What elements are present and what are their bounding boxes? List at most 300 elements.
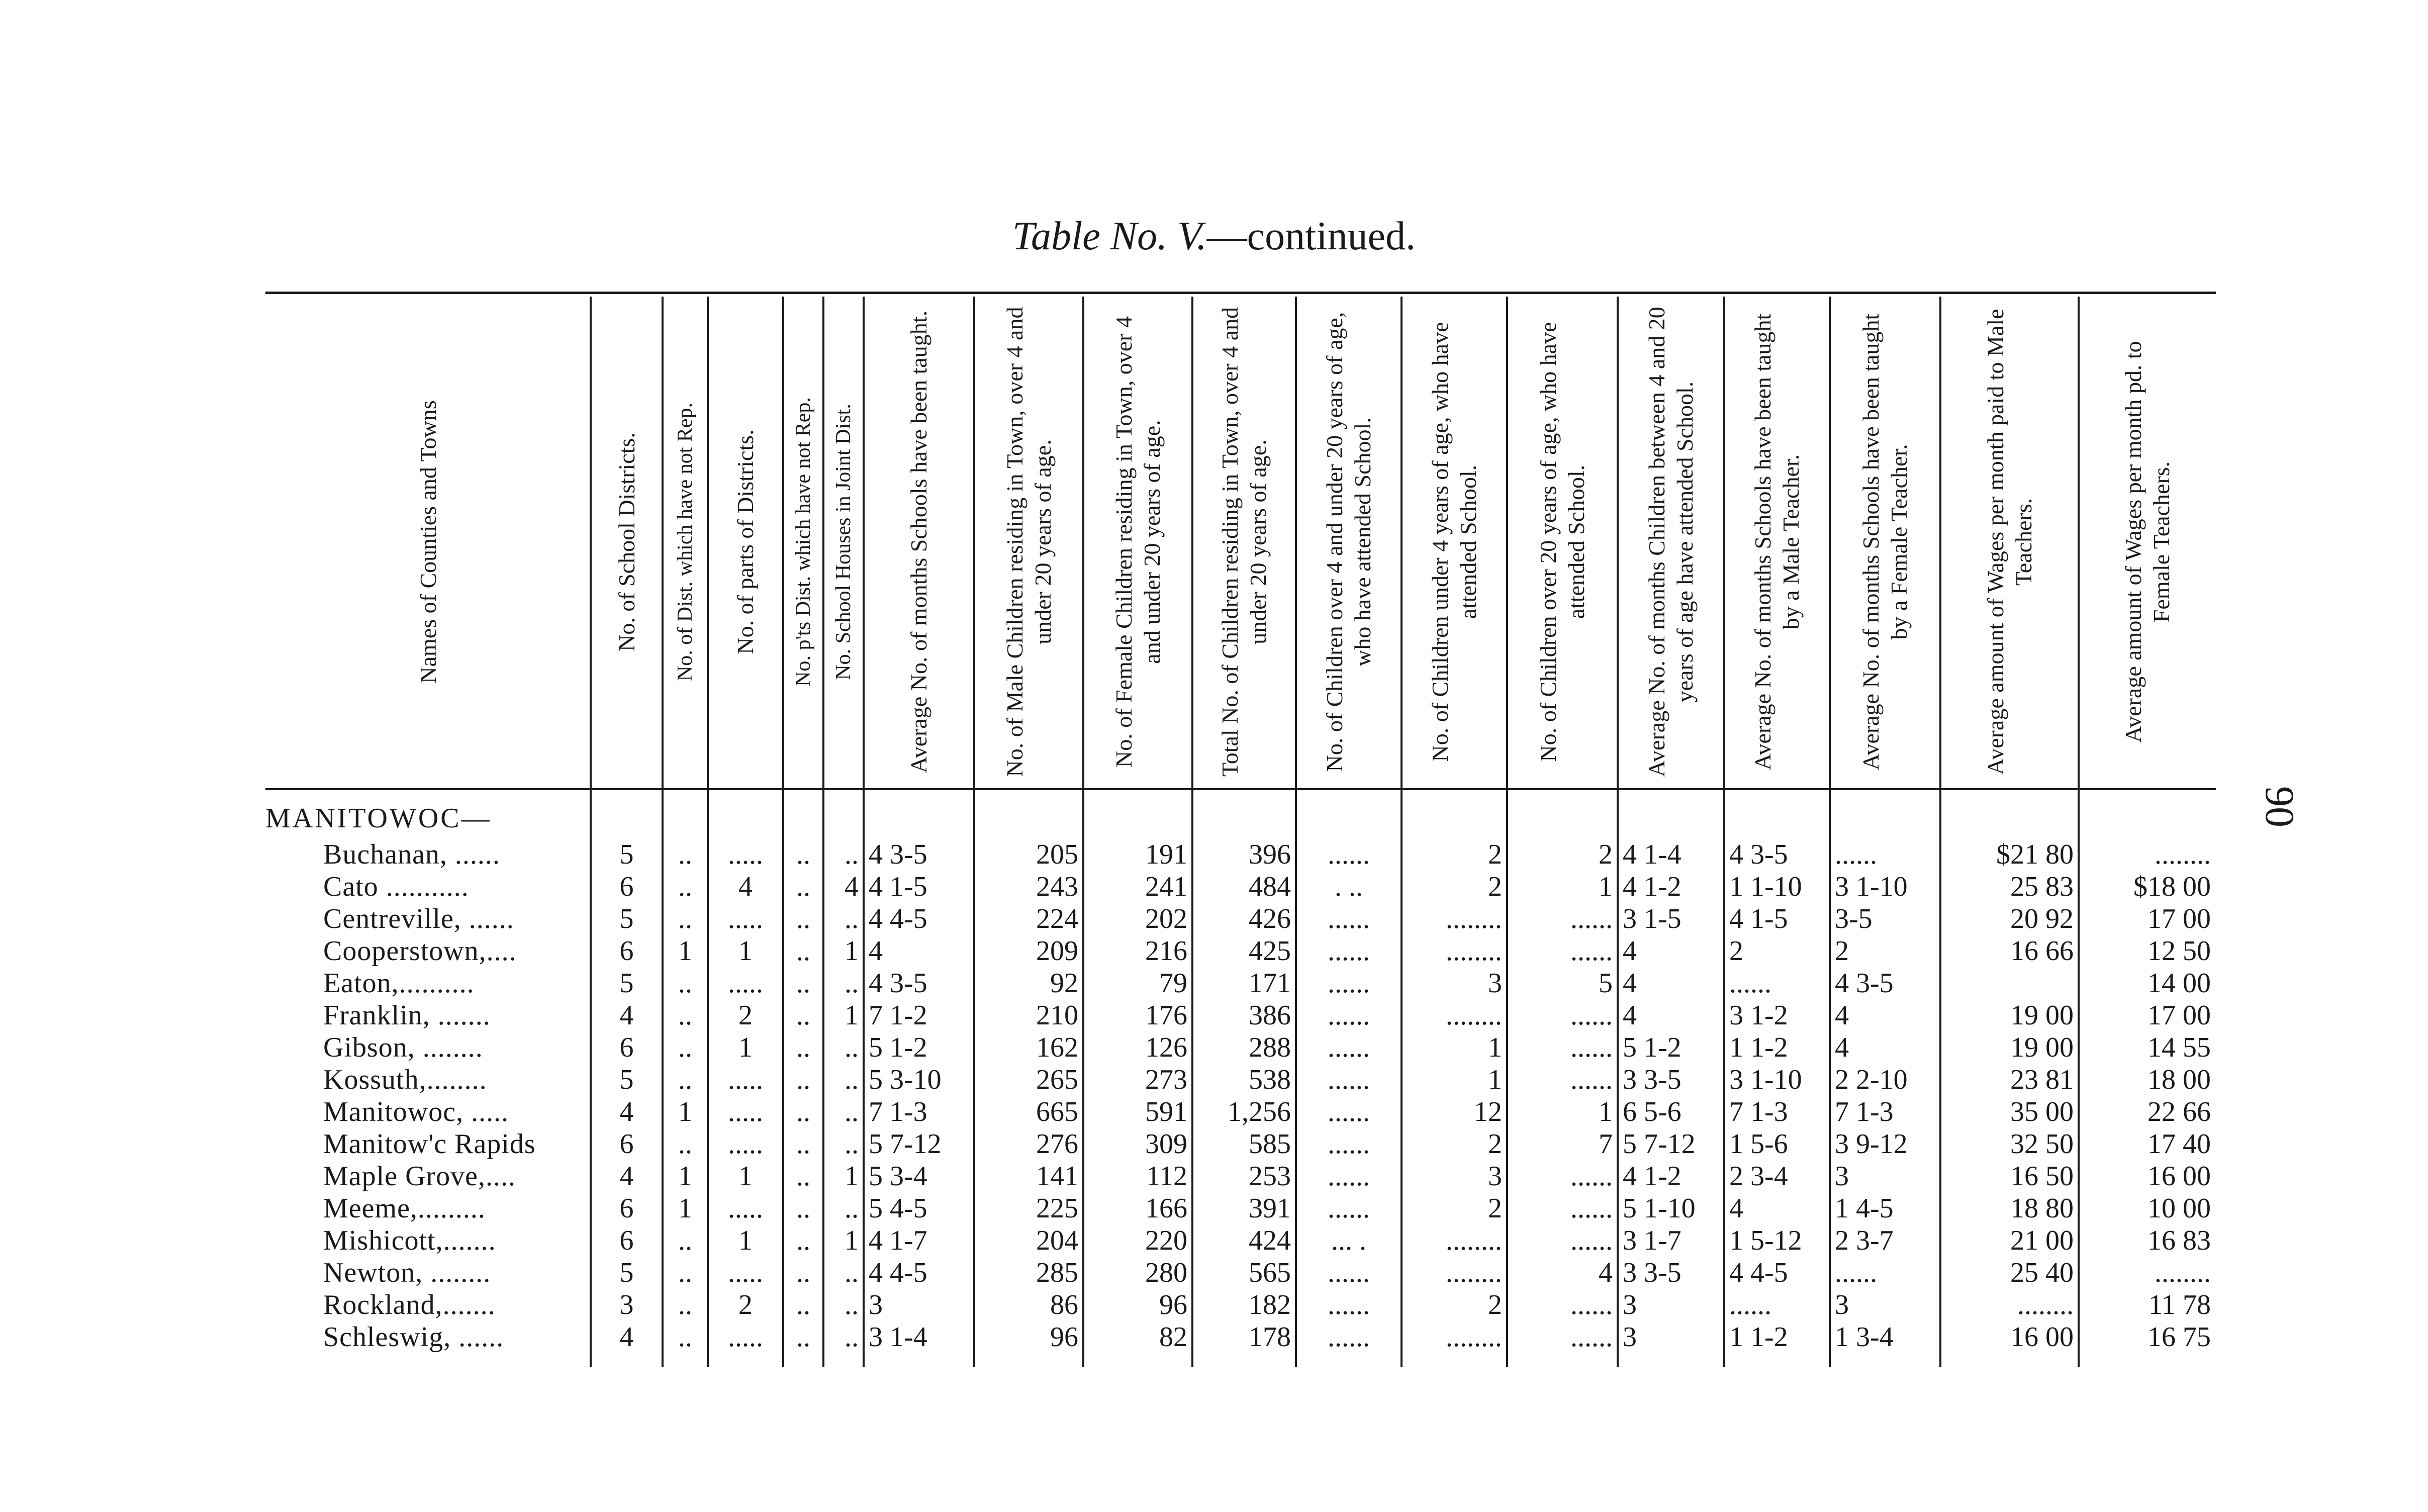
data-cell: 5: [1599, 968, 1613, 999]
data-cell: 4 3-5: [869, 839, 927, 870]
page-number: 90: [2257, 786, 2303, 827]
data-cell: 280: [1145, 1257, 1187, 1288]
title-main: Table No. V.: [1012, 214, 1207, 258]
data-cell: 23 81: [2010, 1064, 2074, 1095]
data-cell: 5: [619, 968, 634, 999]
data-cell: 1 1-10: [1729, 871, 1802, 902]
data-cell: 25 83: [2010, 871, 2074, 902]
data-cell: 1 5-6: [1729, 1128, 1788, 1160]
data-cell: ..: [678, 968, 692, 999]
data-cell: 1: [845, 1161, 859, 1192]
data-cell: ..: [845, 1096, 859, 1127]
column-header-label: Average amount of Wages per month paid to Male Teachers.: [1982, 308, 2036, 775]
data-cell: ......: [1729, 968, 1771, 999]
column-header-label: Average No. of months Schools have been taught.: [906, 310, 931, 773]
data-cell: ......: [1328, 1128, 1370, 1160]
data-cell: ......: [1570, 903, 1613, 934]
table-row: [0, 871, 2428, 903]
town-name-cell: Franklin, .......: [323, 1000, 491, 1031]
data-cell: 202: [1145, 903, 1187, 934]
data-cell: ..: [678, 871, 692, 902]
data-cell: ......: [1570, 935, 1613, 967]
data-cell: 4: [1623, 1000, 1637, 1031]
data-cell: 3: [869, 1289, 883, 1320]
data-cell: 276: [1036, 1128, 1078, 1160]
column-header: [1620, 299, 1722, 784]
column-header: [1942, 299, 2077, 784]
data-cell: 3-5: [1835, 903, 1873, 934]
data-cell: .....: [728, 1096, 763, 1127]
data-cell: 2: [1729, 935, 1743, 967]
data-cell: 4: [1623, 935, 1637, 967]
town-name-cell: Manitow'c Rapids: [323, 1128, 536, 1160]
column-header-label: No. of Dist. which have not Rep.: [674, 402, 697, 681]
data-cell: 3 1-10: [1729, 1064, 1802, 1095]
column-header-label: No. of Female Children residing in Town, over 4 and under 20 years of age.: [1110, 316, 1165, 768]
data-cell: 1 1-2: [1729, 1321, 1788, 1353]
data-cell: 1: [678, 1161, 692, 1192]
column-header: [1404, 299, 1505, 784]
data-cell: 12: [1474, 1096, 1502, 1127]
data-cell: 2: [1488, 1193, 1502, 1224]
data-cell: 5 1-2: [869, 1032, 927, 1063]
data-cell: 5: [619, 839, 634, 870]
table-row: [0, 1064, 2428, 1096]
data-cell: 166: [1145, 1193, 1187, 1224]
data-cell: 2 3-4: [1729, 1161, 1788, 1192]
data-cell: 2: [1488, 839, 1502, 870]
data-cell: ......: [1328, 1032, 1370, 1063]
data-cell: 2: [738, 1000, 753, 1031]
data-cell: ......: [1570, 1000, 1613, 1031]
town-name-cell: Rockland,.......: [323, 1289, 496, 1320]
town-name-cell: Kossuth,........: [323, 1064, 487, 1095]
data-cell: 484: [1249, 871, 1291, 902]
data-cell: 3 1-5: [1623, 903, 1682, 934]
data-cell: 4: [619, 1000, 634, 1031]
column-header: [785, 299, 821, 784]
data-cell: 5 1-10: [1623, 1193, 1696, 1224]
data-cell: ..: [678, 1257, 692, 1288]
column-header-label: No. p'ts Dist. which have not Rep.: [792, 397, 815, 687]
data-cell: ..: [845, 1032, 859, 1063]
data-cell: 4 1-7: [869, 1225, 927, 1256]
data-cell: ..: [796, 935, 810, 967]
data-cell: ........: [1446, 1321, 1502, 1353]
column-header-label: Average amount of Wages per month pd. to Female Teachers.: [2120, 340, 2174, 743]
data-cell: 4: [869, 935, 883, 967]
data-cell: 285: [1036, 1257, 1078, 1288]
town-name-cell: Mishicott,.......: [323, 1225, 496, 1256]
data-cell: ......: [1835, 1257, 1877, 1288]
data-cell: ........: [2155, 1257, 2211, 1288]
data-cell: ......: [1328, 1000, 1370, 1031]
data-cell: 265: [1036, 1064, 1078, 1095]
data-cell: 7 1-3: [869, 1096, 927, 1127]
data-cell: ..: [678, 1225, 692, 1256]
table-row: [0, 838, 2428, 871]
data-cell: 3: [1835, 1161, 1849, 1192]
data-cell: 18 00: [2147, 1064, 2211, 1095]
data-cell: 386: [1249, 1000, 1291, 1031]
data-cell: 7 1-3: [1835, 1096, 1894, 1127]
table-row: [0, 1321, 2428, 1353]
data-cell: ..: [845, 839, 859, 870]
data-cell: 1: [738, 1161, 753, 1192]
table-row: [0, 903, 2428, 935]
data-cell: 1: [738, 1225, 753, 1256]
table-row: [0, 1257, 2428, 1289]
data-cell: .....: [728, 1257, 763, 1288]
data-cell: 5 3-10: [869, 1064, 942, 1095]
data-cell: ......: [1570, 1064, 1613, 1095]
data-cell: 3: [1835, 1289, 1849, 1320]
data-cell: 3 3-5: [1623, 1257, 1682, 1288]
data-cell: ..: [678, 903, 692, 934]
column-header: [267, 299, 589, 784]
data-cell: 3 1-2: [1729, 1000, 1788, 1031]
data-cell: .....: [728, 903, 763, 934]
column-header: [1085, 299, 1190, 784]
column-header: [1832, 299, 1938, 784]
data-cell: 425: [1249, 935, 1291, 967]
column-header-label: Total No. of Children residing in Town, over 4 and under 20 years of age.: [1217, 307, 1271, 777]
table-top-rule: [265, 292, 2216, 294]
data-cell: 6: [619, 1128, 634, 1160]
data-cell: 5: [619, 903, 634, 934]
data-cell: .....: [728, 1064, 763, 1095]
table-row: [0, 1031, 2428, 1064]
data-cell: .....: [728, 839, 763, 870]
town-name-cell: Manitowoc, .....: [323, 1096, 509, 1127]
data-cell: ..: [796, 1161, 810, 1192]
data-cell: 22 66: [2147, 1096, 2211, 1127]
data-cell: 16 00: [2147, 1161, 2211, 1192]
data-cell: .....: [728, 1128, 763, 1160]
data-cell: ..: [796, 1289, 810, 1320]
data-cell: 4 4-5: [1729, 1257, 1788, 1288]
data-cell: 18 80: [2010, 1193, 2074, 1224]
data-cell: 4 4-5: [869, 1257, 927, 1288]
data-cell: ..: [678, 839, 692, 870]
town-name-cell: Eaton,..........: [323, 968, 475, 999]
column-header-label: No. of School Districts.: [613, 432, 639, 651]
town-name-cell: Schleswig, ......: [323, 1321, 504, 1353]
data-cell: ..: [678, 1032, 692, 1063]
data-cell: 4: [845, 871, 859, 902]
data-cell: 2 3-7: [1835, 1225, 1894, 1256]
data-cell: 178: [1249, 1321, 1291, 1353]
data-cell: 6: [619, 1225, 634, 1256]
data-cell: 4: [619, 1096, 634, 1127]
data-cell: 6: [619, 935, 634, 967]
data-cell: 5 4-5: [869, 1193, 927, 1224]
data-cell: 176: [1145, 1000, 1187, 1031]
data-cell: 1: [738, 1032, 753, 1063]
data-cell: 32 50: [2010, 1128, 2074, 1160]
data-cell: 2 2-10: [1835, 1064, 1908, 1095]
column-header-label: No. of Children over 4 and under 20 years of age, who have attended School.: [1322, 312, 1375, 772]
data-cell: 2: [738, 1289, 753, 1320]
data-cell: 241: [1145, 871, 1187, 902]
data-cell: 4: [1835, 1032, 1849, 1063]
data-cell: 3: [1623, 1321, 1637, 1353]
data-cell: 565: [1249, 1257, 1291, 1288]
data-cell: 3 1-7: [1623, 1225, 1682, 1256]
data-cell: 82: [1159, 1321, 1187, 1353]
data-cell: 7: [1599, 1128, 1613, 1160]
data-cell: ..: [796, 1321, 810, 1353]
table-row: [0, 1192, 2428, 1224]
data-cell: 1 1-2: [1729, 1032, 1788, 1063]
data-cell: ... .: [1331, 1225, 1366, 1256]
data-cell: ..: [796, 903, 810, 934]
data-cell: 253: [1249, 1161, 1291, 1192]
data-cell: 16 00: [2010, 1321, 2074, 1353]
column-header-label: No. of parts of Districts.: [732, 429, 758, 654]
data-cell: 4 3-5: [1729, 839, 1788, 870]
data-cell: 1: [678, 1193, 692, 1224]
data-cell: ..: [796, 839, 810, 870]
data-cell: ..: [796, 968, 810, 999]
data-cell: 6: [619, 1193, 634, 1224]
data-cell: .....: [728, 968, 763, 999]
data-cell: ........: [1446, 1257, 1502, 1288]
data-cell: ..: [845, 1257, 859, 1288]
column-header-label: No. of Male Children residing in Town, over 4 and under 20 years of age.: [1001, 307, 1056, 777]
data-cell: 7 1-3: [1729, 1096, 1788, 1127]
data-cell: 1 5-12: [1729, 1225, 1802, 1256]
data-cell: ........: [1446, 1225, 1502, 1256]
data-cell: ..: [796, 1032, 810, 1063]
data-cell: 216: [1145, 935, 1187, 967]
data-cell: ..: [796, 1257, 810, 1288]
column-header: [1726, 299, 1828, 784]
column-header: [1194, 299, 1294, 784]
town-name-cell: Cooperstown,....: [323, 935, 517, 967]
data-cell: ..: [796, 1128, 810, 1160]
data-cell: 591: [1145, 1096, 1187, 1127]
title-suffix: —continued.: [1206, 214, 1416, 258]
data-cell: 5: [619, 1257, 634, 1288]
data-cell: ..: [796, 1064, 810, 1095]
column-header-label: Average No. of months Schools have been taught by a Male Teacher.: [1750, 313, 1804, 770]
data-cell: 426: [1249, 903, 1291, 934]
data-cell: ..: [845, 1193, 859, 1224]
table-row: [0, 1160, 2428, 1192]
data-cell: 1: [1599, 1096, 1613, 1127]
data-cell: ..: [678, 1000, 692, 1031]
data-cell: ........: [1446, 1000, 1502, 1031]
data-cell: 3: [619, 1289, 634, 1320]
data-cell: 5 7-12: [869, 1128, 942, 1160]
column-header: [2081, 299, 2214, 784]
data-cell: 1: [1488, 1032, 1502, 1063]
data-cell: ......: [1570, 1161, 1613, 1192]
data-cell: ......: [1570, 1032, 1613, 1063]
data-cell: 2: [1488, 1128, 1502, 1160]
data-cell: $21 80: [1996, 839, 2074, 870]
data-cell: ..: [845, 1321, 859, 1353]
data-cell: ......: [1729, 1289, 1771, 1320]
data-cell: 288: [1249, 1032, 1291, 1063]
column-header-label: No. School Houses in Joint Dist.: [832, 403, 855, 680]
data-cell: ......: [1328, 1289, 1370, 1320]
column-header: [593, 299, 661, 784]
data-cell: 2: [1488, 871, 1502, 902]
data-cell: ......: [1328, 1193, 1370, 1224]
data-cell: .....: [728, 1321, 763, 1353]
data-cell: $18 00: [2133, 871, 2211, 902]
data-cell: 4 4-5: [869, 903, 927, 934]
data-cell: 209: [1036, 935, 1078, 967]
data-cell: 162: [1036, 1032, 1078, 1063]
data-cell: 4 1-5: [869, 871, 927, 902]
data-cell: [1945, 967, 2074, 999]
data-cell: 224: [1036, 903, 1078, 934]
data-cell: ..: [845, 968, 859, 999]
data-cell: 19 00: [2010, 1000, 2074, 1031]
data-cell: 3 9-12: [1835, 1128, 1908, 1160]
column-header: [665, 299, 706, 784]
data-cell: 1: [678, 935, 692, 967]
data-cell: 96: [1159, 1289, 1187, 1320]
data-cell: ......: [1328, 1161, 1370, 1192]
data-cell: 391: [1249, 1193, 1291, 1224]
data-cell: ......: [1328, 903, 1370, 934]
data-cell: 3 3-5: [1623, 1064, 1682, 1095]
data-cell: 4: [1729, 1193, 1743, 1224]
data-cell: 4 3-5: [1835, 968, 1894, 999]
data-cell: 17 00: [2147, 1000, 2211, 1031]
data-cell: 182: [1249, 1289, 1291, 1320]
data-cell: 21 00: [2010, 1225, 2074, 1256]
data-cell: 3: [1623, 1289, 1637, 1320]
data-cell: ......: [1570, 1225, 1613, 1256]
data-cell: 205: [1036, 839, 1078, 870]
data-cell: 225: [1036, 1193, 1078, 1224]
data-cell: ..: [678, 1064, 692, 1095]
data-cell: 86: [1050, 1289, 1078, 1320]
column-header: [1298, 299, 1399, 784]
data-cell: 3 1-4: [869, 1321, 927, 1353]
data-cell: 424: [1249, 1225, 1291, 1256]
table-title: [0, 211, 2428, 261]
data-cell: 1 3-4: [1835, 1321, 1894, 1353]
data-cell: 2: [1599, 839, 1613, 870]
data-cell: 17 40: [2147, 1128, 2211, 1160]
table-row: [0, 935, 2428, 967]
data-cell: 3 1-10: [1835, 871, 1908, 902]
data-cell: 1: [845, 1225, 859, 1256]
data-cell: ..: [796, 1193, 810, 1224]
column-header-label: Average No. of months Schools have been taught by a Female Teacher.: [1858, 313, 1912, 770]
data-cell: 92: [1050, 968, 1078, 999]
data-cell: ..: [845, 903, 859, 934]
data-cell: 4: [1623, 968, 1637, 999]
town-name-cell: Maple Grove,....: [323, 1161, 516, 1192]
table-row: [0, 1289, 2428, 1321]
data-cell: 79: [1159, 968, 1187, 999]
data-cell: ......: [1328, 968, 1370, 999]
data-cell: 4: [738, 871, 753, 902]
data-cell: 17 00: [2147, 903, 2211, 934]
data-cell: 1 4-5: [1835, 1193, 1894, 1224]
data-cell: 538: [1249, 1064, 1291, 1095]
header-bottom-rule: [265, 788, 2216, 790]
data-cell: .....: [728, 1193, 763, 1224]
data-cell: 1,256: [1228, 1096, 1291, 1127]
data-cell: 1: [678, 1096, 692, 1127]
column-header-label: No. of Children over 20 years of age, who have attended School.: [1535, 322, 1589, 762]
data-cell: ......: [1328, 839, 1370, 870]
data-cell: ......: [1570, 1289, 1613, 1320]
data-cell: 273: [1145, 1064, 1187, 1095]
data-cell: 10 00: [2147, 1193, 2211, 1224]
data-cell: 16 66: [2010, 935, 2074, 967]
data-cell: 585: [1249, 1128, 1291, 1160]
data-cell: 4: [619, 1321, 634, 1353]
data-cell: 4 1-4: [1623, 839, 1682, 870]
data-cell: 3: [1488, 1161, 1502, 1192]
data-cell: 210: [1036, 1000, 1078, 1031]
data-cell: ..: [796, 1000, 810, 1031]
column-header-label: Names of Counties and Towns: [415, 400, 441, 684]
data-cell: 141: [1036, 1161, 1078, 1192]
data-cell: ..: [796, 1096, 810, 1127]
town-name-cell: Newton, ........: [323, 1257, 491, 1288]
data-cell: . ..: [1335, 871, 1363, 902]
data-cell: 1: [845, 935, 859, 967]
data-cell: 171: [1249, 968, 1291, 999]
data-cell: 14 55: [2147, 1032, 2211, 1063]
data-cell: ........: [2155, 839, 2211, 870]
data-cell: 4 3-5: [869, 968, 927, 999]
town-name-cell: Buchanan, ......: [323, 839, 500, 870]
data-cell: 25 40: [2010, 1257, 2074, 1288]
data-cell: 191: [1145, 839, 1187, 870]
data-cell: 309: [1145, 1128, 1187, 1160]
data-cell: 665: [1036, 1096, 1078, 1127]
column-header: [1509, 299, 1616, 784]
data-cell: 5 1-2: [1623, 1032, 1682, 1063]
data-cell: ........: [1446, 935, 1502, 967]
column-header: [976, 299, 1081, 784]
data-cell: 16 75: [2147, 1321, 2211, 1353]
data-cell: 5 3-4: [869, 1161, 927, 1192]
data-cell: ..: [678, 1321, 692, 1353]
data-cell: 96: [1050, 1321, 1078, 1353]
data-cell: ......: [1328, 1064, 1370, 1095]
data-cell: 11 78: [2149, 1289, 2211, 1320]
data-cell: 4 1-5: [1729, 903, 1788, 934]
data-cell: 204: [1036, 1225, 1078, 1256]
data-cell: 2: [1835, 935, 1849, 967]
data-cell: ......: [1570, 1193, 1613, 1224]
data-cell: ..: [678, 1128, 692, 1160]
data-cell: 5: [619, 1064, 634, 1095]
data-cell: 1: [738, 935, 753, 967]
data-cell: ......: [1328, 935, 1370, 967]
data-cell: 6 5-6: [1623, 1096, 1682, 1127]
data-cell: 220: [1145, 1225, 1187, 1256]
data-cell: 126: [1145, 1032, 1187, 1063]
town-name-cell: Gibson, ........: [323, 1032, 483, 1063]
data-cell: 7 1-2: [869, 1000, 927, 1031]
data-cell: 1: [1599, 871, 1613, 902]
data-cell: 1: [845, 1000, 859, 1031]
county-name: MANITOWOC—: [265, 803, 492, 834]
